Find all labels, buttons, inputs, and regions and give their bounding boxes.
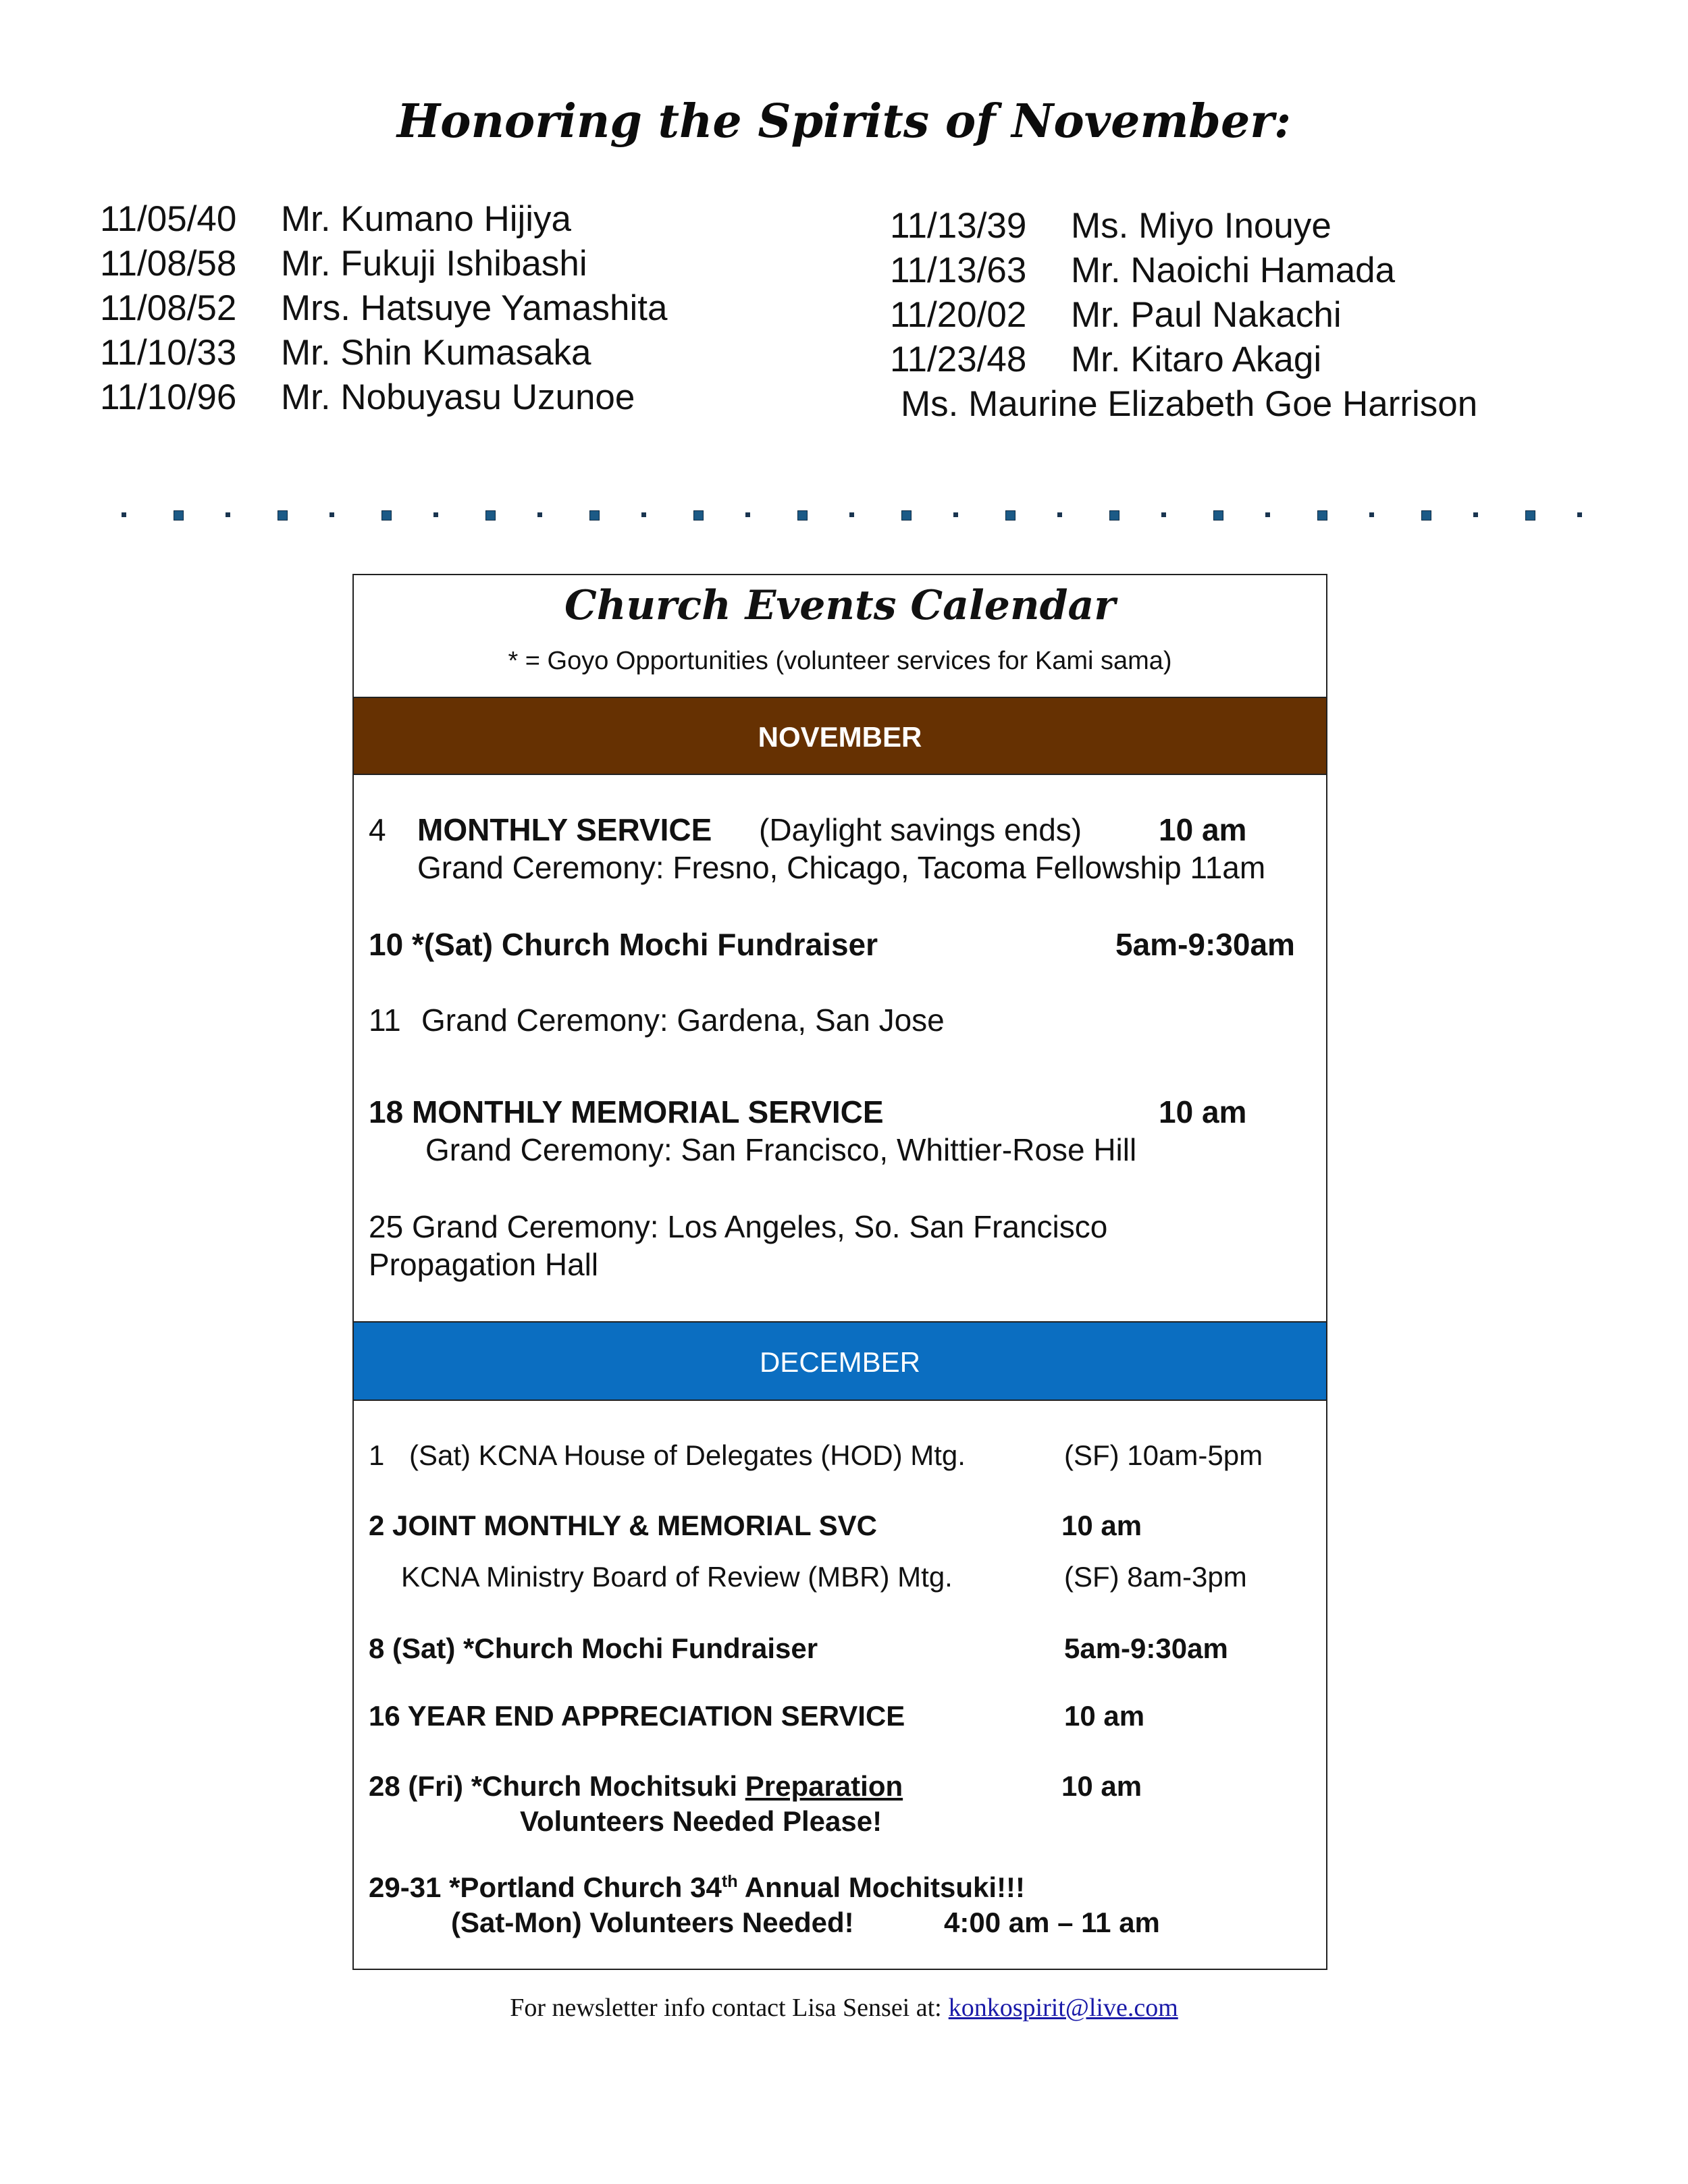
memorials-right-column — [890, 204, 1477, 427]
divider-dot — [1161, 512, 1166, 517]
event-time: 10 am — [1064, 1700, 1145, 1732]
event-subline: Volunteers Needed Please! — [520, 1805, 882, 1837]
month-header-november: NOVEMBER — [354, 697, 1326, 775]
memorial-date: 11/13/63 — [890, 250, 1027, 290]
event-name: (Sat) KCNA House of Delegates (HOD) Mtg. — [409, 1439, 966, 1471]
event-subline: KCNA Ministry Board of Review (MBR) Mtg. — [401, 1561, 953, 1593]
memorial-name: Mr. Fukuji Ishibashi — [281, 244, 587, 284]
memorial-name: Mr. Paul Nakachi — [1071, 295, 1342, 335]
memorial-date: 11/05/40 — [100, 199, 237, 239]
event-subline: Grand Ceremony: San Francisco, Whittier-Rose Hill — [425, 1132, 1137, 1167]
event-line: Propagation Hall — [369, 1247, 599, 1282]
event-time: 5am-9:30am — [1115, 927, 1295, 962]
page-title: Honoring the Spirits of November: — [396, 95, 1292, 149]
divider-dot — [797, 510, 808, 521]
divider-dot — [485, 510, 496, 521]
divider-dot — [1005, 510, 1016, 521]
memorial-name: Ms. Miyo Inouye — [1071, 206, 1331, 246]
footer-text: For newsletter info contact Lisa Sensei at: — [510, 1994, 942, 2022]
event-name: 2 JOINT MONTHLY & MEMORIAL SVC — [369, 1510, 877, 1541]
memorial-date: 11/08/52 — [100, 288, 237, 328]
calendar-title: Church Events Calendar — [564, 582, 1116, 629]
divider-dot — [849, 512, 854, 517]
event-day: 11 — [369, 1003, 401, 1038]
event-name — [369, 1871, 1025, 1904]
divider-dot — [1473, 512, 1478, 517]
divider-dot — [278, 510, 288, 521]
memorial-row — [890, 204, 1477, 248]
divider-dot — [641, 512, 646, 517]
events-calendar — [352, 574, 1327, 1970]
event-name: MONTHLY SERVICE — [417, 812, 712, 847]
divider-dot — [589, 510, 600, 521]
event-name: 18 MONTHLY MEMORIAL SERVICE — [369, 1094, 884, 1129]
newsletter-footer — [0, 1993, 1688, 2023]
memorial-row — [890, 338, 1477, 382]
event-subline-time: 4:00 am – 11 am — [944, 1907, 1160, 1938]
event-time: 10 am — [1159, 812, 1247, 847]
event-subline-time: (SF) 8am-3pm — [1064, 1561, 1247, 1593]
event-name: 16 YEAR END APPRECIATION SERVICE — [369, 1700, 905, 1732]
memorial-date: 11/08/58 — [100, 244, 237, 284]
event-name-underlined: Preparation — [745, 1770, 903, 1802]
divider-dot — [1265, 512, 1270, 517]
memorial-date: 11/10/33 — [100, 333, 237, 373]
divider-dot — [1525, 510, 1535, 521]
event-name — [369, 1770, 903, 1803]
event-name-text: 28 (Fri) *Church Mochitsuki — [369, 1770, 745, 1802]
memorial-row — [100, 197, 667, 242]
memorial-name: Mr. Nobuyasu Uzunoe — [281, 377, 635, 417]
event-name: 8 (Sat) *Church Mochi Fundraiser — [369, 1632, 818, 1664]
divider-dot — [1421, 510, 1431, 521]
event-line: 25 Grand Ceremony: Los Angeles, So. San Francisco — [369, 1209, 1108, 1244]
divider-dot — [953, 512, 958, 517]
event-name-text: Annual Mochitsuki!!! — [737, 1871, 1026, 1903]
memorial-date: 11/10/96 — [100, 377, 237, 417]
event-day: 1 — [369, 1439, 385, 1471]
divider-dot — [1317, 510, 1327, 521]
divider-dot — [693, 510, 704, 521]
memorial-name: Mr. Naoichi Hamada — [1071, 250, 1396, 290]
divider-dot — [901, 510, 912, 521]
event-name-superscript: th — [721, 1872, 738, 1891]
memorial-extra-name: Ms. Maurine Elizabeth Goe Harrison — [901, 384, 1478, 424]
divider-dot — [433, 512, 438, 517]
event-time: 10 am — [1061, 1770, 1142, 1802]
memorial-row — [100, 375, 667, 420]
divider-dot — [122, 512, 126, 517]
event-time: 5am-9:30am — [1064, 1632, 1228, 1664]
divider-dot — [1057, 512, 1062, 517]
calendar-legend: * = Goyo Opportunities (volunteer services for Kami sama) — [508, 647, 1172, 675]
divider-dot — [381, 510, 392, 521]
memorial-row — [100, 286, 667, 331]
memorial-name: Mr. Kitaro Akagi — [1071, 340, 1322, 379]
event-name: 10 *(Sat) Church Mochi Fundraiser — [369, 927, 878, 962]
email-link[interactable]: konkospirit@live.com — [948, 1994, 1178, 2022]
memorial-row — [100, 242, 667, 286]
divider-dot — [1577, 512, 1582, 517]
memorial-date: 11/23/48 — [890, 340, 1027, 379]
memorial-date: 11/13/39 — [890, 206, 1027, 246]
divider-dot — [745, 512, 750, 517]
event-day: 4 — [369, 812, 386, 847]
divider-dot — [174, 510, 184, 521]
divider-dot — [226, 512, 230, 517]
dotted-divider — [122, 508, 1593, 522]
event-time: 10 am — [1159, 1094, 1247, 1129]
memorial-name: Mr. Kumano Hijiya — [281, 199, 572, 239]
event-note: (Daylight savings ends) — [759, 812, 1082, 847]
memorial-row — [100, 331, 667, 375]
event-time: 10 am — [1061, 1510, 1142, 1541]
memorial-row — [890, 248, 1477, 293]
event-subline: (Sat-Mon) Volunteers Needed! — [451, 1907, 854, 1938]
month-header-december: DECEMBER — [354, 1321, 1326, 1401]
event-name-text: 29-31 *Portland Church 34 — [369, 1871, 722, 1903]
divider-dot — [1369, 512, 1374, 517]
memorial-row — [890, 293, 1477, 338]
event-time: (SF) 10am-5pm — [1064, 1439, 1263, 1471]
divider-dot — [329, 512, 334, 517]
event-subline: Grand Ceremony: Fresno, Chicago, Tacoma Fellowship 11am — [417, 850, 1266, 885]
memorial-name: Mr. Shin Kumasaka — [281, 333, 591, 373]
memorial-date: 11/20/02 — [890, 295, 1027, 335]
memorials-left-column — [100, 197, 667, 420]
memorial-name: Mrs. Hatsuye Yamashita — [281, 288, 668, 328]
divider-dot — [1213, 510, 1223, 521]
event-name: Grand Ceremony: Gardena, San Jose — [421, 1003, 945, 1038]
divider-dot — [537, 512, 542, 517]
divider-dot — [1109, 510, 1119, 521]
